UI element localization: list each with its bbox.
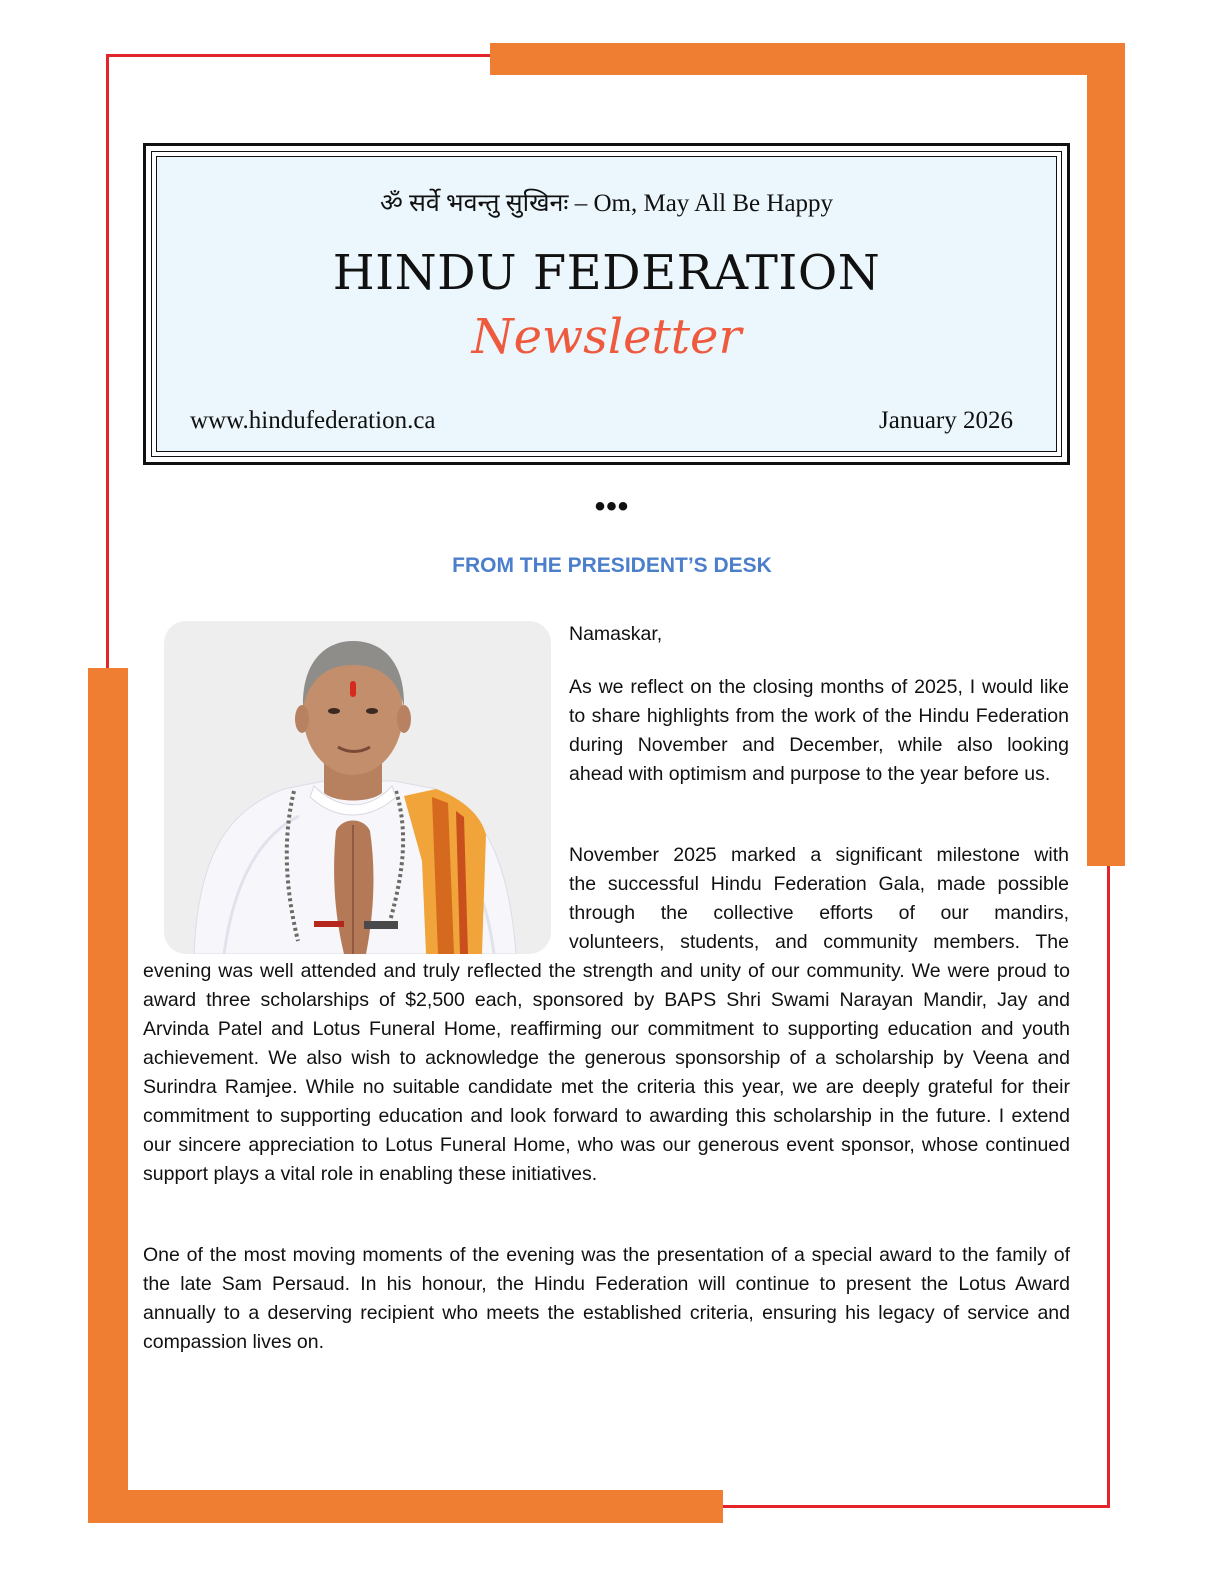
frame-orange-left [88,668,128,1523]
website-url[interactable]: www.hindufederation.ca [190,407,436,434]
frame-orange-bottom [88,1490,723,1523]
frame-red-right [1107,864,1110,1508]
organization-title: HINDU FEDERATION [332,245,881,301]
paragraph-gala-continued: evening was well attended and truly reflected the strength and unity of our community. We were proud to award three scholarships of $2,500 each, sponsored by BAPS Shri Swami Narayan Mandir, Jay and Arvinda Patel and Lotus Funeral Home, reaffirming our commitment to supporting education and youth achievement. We also wish to acknowledge the generous sponsorship of a scholarship by Veena and Surindra Ramjee. While no suitable candidate met the criteria this year, we are deeply grateful for their commitment to supporting education and look forward to awarding this scholarship in the future. I extend our sincere appreciation to Lotus Funeral Home, who was our generous event sponsor, whose continued support plays a vital role in enabling these initiatives. [143,960,1070,1185]
frame-orange-right [1087,43,1125,866]
mantra-line: ॐ सर्वे भवन्तु सुखिनः – Om, May All Be Happy [379,190,834,217]
gala-line-1: November 2025 marked a significant milestone with [569,844,1069,866]
newsletter-subtitle: Newsletter [471,309,742,365]
paragraph-gala-start [569,841,1069,957]
paragraph-lotus-award: One of the most moving moments of the evening was the presentation of a special award to the family of the late Sam Persaud. In his honour, the Hindu Federation will continue to present the Lotus Award annually to a deserving recipient who meets the established criteria, ensuring his legacy of service and compassion lives on. [143,1244,1070,1353]
president-photo-icon [164,621,551,954]
gala-line-3: through the collective efforts of our mandirs, [569,902,1069,924]
frame-orange-top [490,43,1125,75]
greeting: Namaskar, [569,623,663,645]
frame-red-bottom [720,1505,1110,1508]
frame-red-top [106,54,492,57]
paragraph-intro: As we reflect on the closing months of 2025, I would like to share highlights from the work of the Hindu Federation during November and December, while also looking ahead with optimism and purpose to the year before us. [569,676,1069,785]
gala-line-2: the successful Hindu Federation Gala, made possible [569,873,1069,895]
gala-line-4: volunteers, students, and community members. The [569,931,1069,953]
section-separator: ••• [594,490,630,523]
section-heading: FROM THE PRESIDENT’S DESK [452,554,772,577]
masthead [143,143,1070,465]
president-photo [164,621,551,954]
issue-date: January 2026 [879,407,1013,434]
